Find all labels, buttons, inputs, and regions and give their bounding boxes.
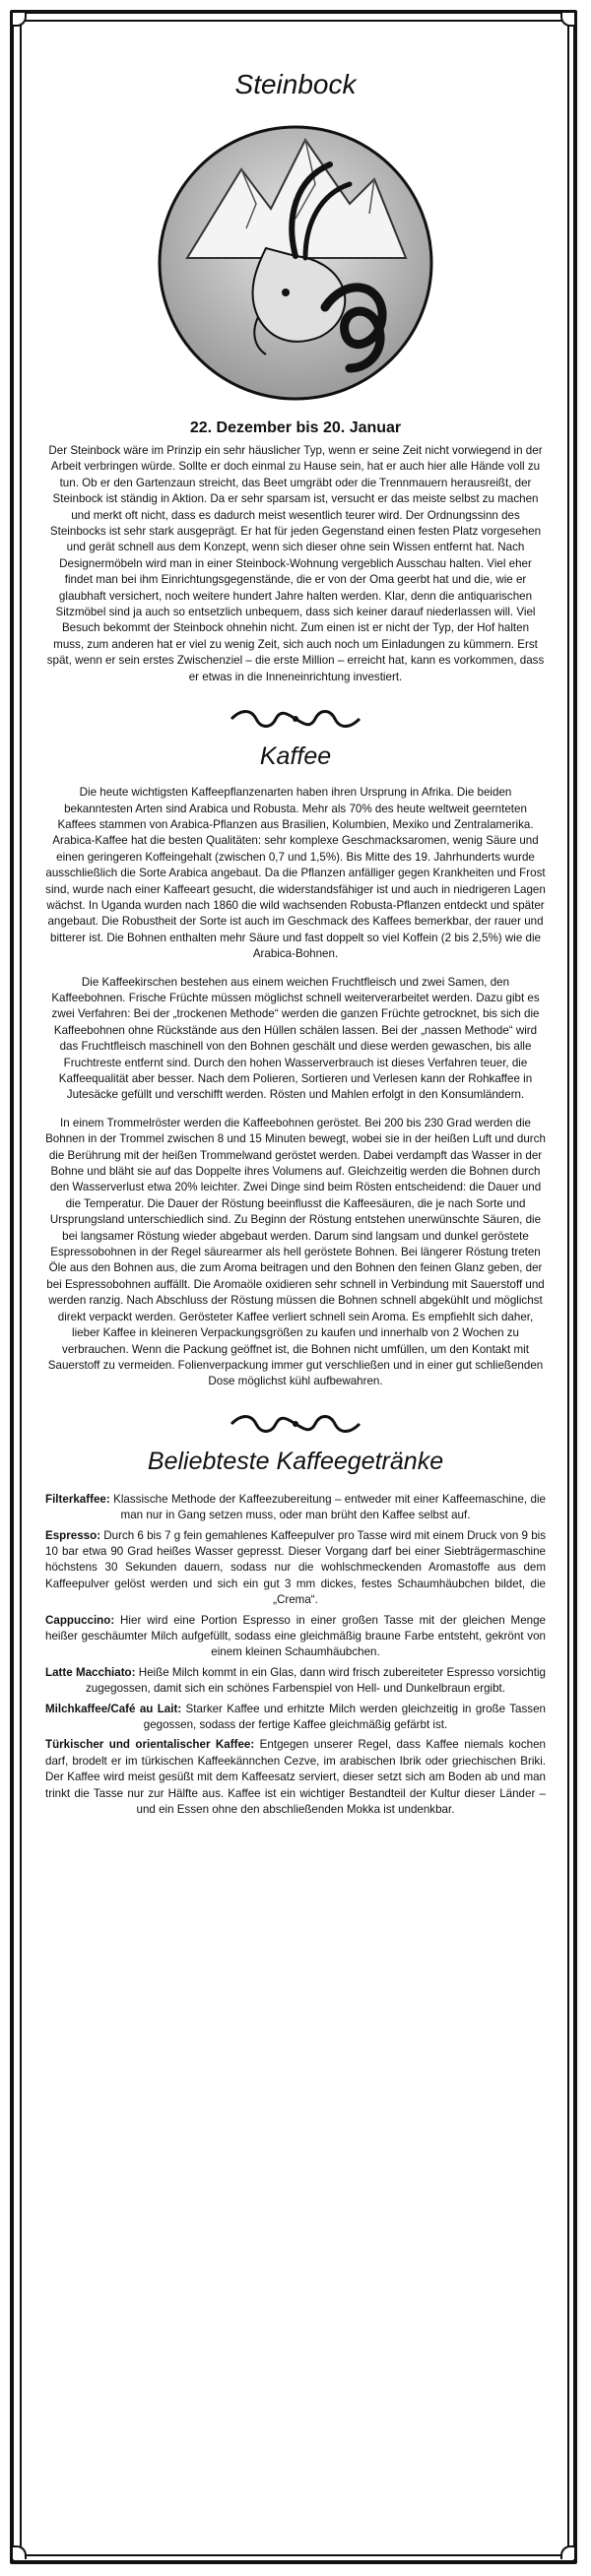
intro-paragraph: Der Steinbock wäre im Prinzip ein sehr häuslicher Typ, wenn er seine Zeit nicht vorwiegend in der Arbeit verbringen würde. Sollte er doch einmal zu Hause sein, hat er auch hier alle Hände voll zu tun. Ob er den Gartenzaun streicht, das Beet umgräbt oder die Trennmauern herausreißt, der Steinbock ist ständig in Aktion. Da er sehr sparsam ist, versucht er das meiste selbst zu machen und merkt oft nicht, dass es dadurch meist wesentlich teurer wird. Der Ordnungssinn des Steinbocks ist sehr stark ausgeprägt. Er hat für jeden Gegenstand einen festen Platz vorgesehen und gerät schnell aus dem Konzept, wenn sich dieser ohne sein Wissen entfernt hat. Nach Designermöbeln wird man in einer Steinbock-Wohnung vergeblich Ausschau halten. Viel eher findet man bei ihm Einrichtungsgegenstände, die er von der Oma geerbt hat und die, wie er glaubhaft versichert, noch weitere hundert Jahre halten werden. Klar, denn die antiquarischen Sitzmöbel sind ja auch so entsetzlich unbequem, dass sich keiner darauf niederlassen will. Viel Besuch bekommt der Steinbock ohnehin nicht. Zum einen ist er nicht der Typ, der Hof halten muss, zum anderen hat er viel zu wenig Zeit, sich auch noch um Einladungen zu kümmern. Erst spät, wenn er sein erstes Zwischenziel – die erste Million – erreicht hat, kann es vorkommen, dass er etwas in die Inneneinrichtung investiert. (46, 444, 545, 683)
kaffee-paragraph: In einem Trommelröster werden die Kaffeebohnen geröstet. Bei 200 bis 230 Grad werden die Bohnen in der Trommel zwischen 8 und 15 Minuten bewegt, wobei sie in der heißen Luft und durch die Berührung mit der heißen Trommelwand geröstet werden. Dabei verdampft das Wasser in der Bohne und bläht sie auf das Doppelte ihres Volumens auf. Gleichzeitig werden die Bohnen durch den Wasserverlust etwa 20% leichter. Zwei Dinge sind beim Rösten entscheidend: die Dauer und die Temperatur. Die Dauer der Röstung beeinflusst die Kaffeesäuren, die je nach Sorte und Ursprungsland unterschiedlich sind. Zu Beginn der Röstung entstehen unerwünschte Säuren, die bei langsamer Röstung wieder abgebaut werden. Darum sind langsam und dunkel geröstete Espressobohnen in der Regel säurearmer als hell geröstete Bohnen. Bei längerer Röstung treten Öle aus den Bohnen aus, die zum Aroma beitragen und den Bohnen den feinen Glanz geben, der bei Espressobohnen auffällt. Die Aromaöle oxidieren sehr schnell in Verbindung mit Sauerstoff und werden ranzig. Nach Abschluss der Röstung müssen die Bohnen schnell abgekühlt und möglichst direkt verpackt werden. Gerösteter Kaffee verliert schnell sein Aroma. Es empfiehlt sich daher, lieber Kaffee in kleineren Verpackungsgrößen zu kaufen und innerhalb von 2 Wochen zu verbrauchen. Wenn die Packung geöffnet ist, die Bohnen nicht umfüllen, um den Kontakt mit Sauerstoff zu vermeiden. Folienverpackung immer gut verschließen und in einer gut schließenden Dose möglichst kühl aufbewahren. (45, 1116, 546, 1388)
kaffee-heading: Kaffee (259, 742, 332, 771)
drink-text: Heiße Milch kommt in ein Glas, dann wird frisch zubereiteter Espresso vorsichtig zugegossen, damit sich ein schönes Farbenspiel von Hell- und Dunkelbraun ergibt. (86, 1665, 546, 1696)
drink-item (45, 1737, 546, 1818)
drink-text: Durch 6 bis 7 g fein gemahlenes Kaffeepulver pro Tasse wird mit einem Druck von 9 bis 10 bar etwa 90 Grad heißes Wasser gepresst. Dieser Vorgang darf bei einer Siebträgermaschine höchstens 30 Sekunden dauern, sodass nur die wohlschmeckenden Aromastoffe aus dem Kaffeepulver gelöst werden und sich ein gut 3 mm dickes, festes Schaumhäubchen bildet, die „Crema“. (45, 1528, 547, 1607)
kaffee-paragraph: Die heute wichtigsten Kaffeepflanzenarten haben ihren Ursprung in Afrika. Die beiden bekanntesten Arten sind Arabica und Robusta. Mehr als 70% des heute weltweit geernteten Kaffees stammen von Arabica-Pflanzen aus Brasilien, Kolumbien, Mexiko und Zentralamerika. Arabica-Kaffee hat die besten Qualitäten: sehr komplexe Geschmacksaromen, wenig Säure und einen geringeren Koffeingehalt (zwischen 0,7 und 1,5%). Bis Mitte des 19. Jahrhunderts wurde ausschließlich die Sorte Arabica angebaut. Da die Pflanzen anfälliger gegen Krankheiten und Frost sind, wurde nach einer Kaffeeart gesucht, die widerstandsfähiger ist und auch in niedrigeren Lagen wächst. In Uganda wurden nach 1860 die wild wachsenden Robusta-Pflanzen entdeckt und später angebaut. Die Robustheit der Sorte ist auch im Geschmack des Kaffees bemerkbar, der rauer und bitterer ist. Die Bohnen enthalten mehr Säure und fast doppelt so viel Koffein (2 bis 2,5%) wie die Arabica-Bohnen. (45, 786, 546, 961)
drinks-heading: Beliebteste Kaffeegetränke (147, 1447, 444, 1475)
drink-name: Latte Macchiato: (45, 1665, 136, 1679)
flourish-ornament-icon (227, 1414, 364, 1434)
drink-name: Filterkaffee: (45, 1492, 110, 1506)
capricorn-emblem-icon (148, 110, 443, 406)
kaffee-paragraph: Die Kaffeekirschen bestehen aus einem weichen Fruchtfleisch und zwei Samen, den Kaffeebohnen. Frische Früchte müssen möglichst schnell weiterverarbeitet werden. Dazu gibt es zwei Verfahren: Bei der „trockenen Methode“ werden die ganzen Früchte getrocknet, bis sich die Kaffeebohnen ohne Rückstände aus den Hüllen schälen lassen. Bei der „nassen Methode“ wird das Fruchtfleisch maschinell von den Bohnen geschält und diese werden gewaschen, bis alle Fruchtreste entfernt sind. Durch den hohen Wasserverbrauch ist dieses Verfahren teuer, die Kaffeequalität aber besser. Nach dem Polieren, Sortieren und Verlesen kann der Rohkaffee in Jutesäcke gefüllt und verschifft werden. Rösten und Mahlen erfolgt in den Konsumländern. (51, 975, 540, 1102)
drink-item (45, 1613, 546, 1661)
flourish-ornament-icon (227, 709, 364, 729)
drink-item (45, 1665, 546, 1698)
drink-text: Starker Kaffee und erhitzte Milch werden gleichzeitig in große Tassen gegossen, sodass der fertige Kaffee gleichmäßig gefärbt ist. (143, 1702, 546, 1731)
frame-corner (560, 2545, 574, 2559)
drink-item (45, 1528, 546, 1609)
page-title: Steinbock (234, 69, 357, 99)
content (39, 39, 552, 1822)
drink-item (45, 1492, 546, 1524)
drink-text: Entgegen unserer Regel, dass Kaffee niemals kochen darf, brodelt er im türkischen Kaffeekännchen Cezve, im arabischen Ibrik oder griechischen Briki. Der Kaffee wird meist gesüßt mit dem Kaffeesatz serviert, dieser setzt sich am Boden ab und man trinkt die Tasse nur zur Hälfte aus. Kaffee ist ein wichtiger Bestandteil der Kultur dieser Länder – und ein Essen ohne den abschließenden Mokka ist undenkbar. (45, 1738, 546, 1817)
drink-name: Cappuccino: (45, 1613, 115, 1627)
drink-text: Klassische Methode der Kaffeezubereitung – entweder mit einer Kaffeemaschine, die man nur in Gang setzen muss, oder man brüht den Kaffee selbst auf. (109, 1492, 546, 1522)
date-range: 22. Dezember bis 20. Januar (189, 419, 402, 436)
drink-name: Espresso: (45, 1528, 101, 1542)
drink-item (45, 1702, 546, 1734)
drink-name: Türkischer und orientalischer Kaffee: (45, 1738, 255, 1752)
drink-name: Milchkaffee/Café au Lait: (45, 1702, 182, 1715)
drink-text: Hier wird eine Portion Espresso in einer großen Tasse mit der gleichen Menge heißer geschäumter Milch aufgefüllt, sodass eine gleichmäßig braune Farbe entsteht, gekrönt von einem kleinen Schaumhäubchen. (45, 1613, 546, 1659)
